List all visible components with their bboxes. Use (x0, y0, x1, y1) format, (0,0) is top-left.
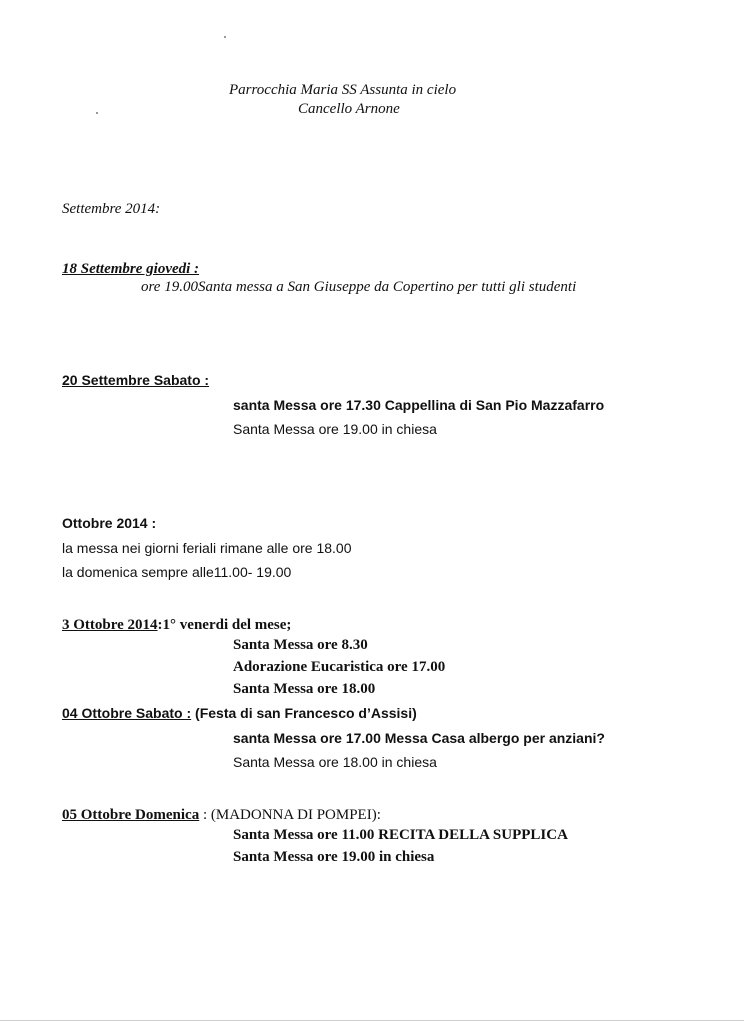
scan-bottom-edge (0, 1020, 744, 1021)
oct5-event-2: Santa Messa ore 19.00 in chiesa (233, 849, 435, 865)
scan-speck (224, 36, 226, 38)
date-heading-oct3-row (62, 617, 291, 634)
sept20-event-2: Santa Messa ore 19.00 in chiesa (233, 421, 437, 437)
oct3-heading-note: :1° venerdi del mese; (157, 617, 292, 633)
date-heading-oct3: 3 Ottobre 2014 (62, 617, 158, 633)
date-heading-oct4: 04 Ottobre Sabato : (62, 705, 192, 721)
oct5-heading-note: : (MADONNA DI POMPEI): (199, 807, 381, 823)
date-heading-sept20: 20 Settembre Sabato : (62, 372, 210, 388)
date-heading-oct4-row (62, 705, 417, 721)
sept18-event: ore 19.00Santa messa a San Giuseppe da Copertino per tutti gli studenti (141, 279, 577, 295)
date-heading-sept18: 18 Settembre giovedi : (62, 261, 200, 277)
oct3-event-2: Adorazione Eucaristica ore 17.00 (233, 659, 446, 675)
oct4-event-2: Santa Messa ore 18.00 in chiesa (233, 754, 437, 770)
oct4-event-1: santa Messa ore 17.00 Messa Casa albergo per anziani? (233, 730, 605, 746)
parish-name: Parrocchia Maria SS Assunta in cielo (229, 82, 457, 98)
oct3-event-1: Santa Messa ore 8.30 (233, 637, 368, 653)
month-heading-october: Ottobre 2014 : (62, 515, 157, 531)
sept20-event-1: santa Messa ore 17.30 Cappellina di San Pio Mazzafarro (233, 397, 605, 413)
october-note-2: la domenica sempre alle11.00- 19.00 (62, 564, 292, 580)
oct4-heading-note: (Festa di san Francesco d’Assisi) (191, 705, 417, 721)
town-name: Cancello Arnone (298, 101, 400, 117)
date-heading-oct5: 05 Ottobre Domenica (62, 807, 200, 823)
date-heading-oct5-row (62, 807, 381, 824)
scan-speck (96, 112, 98, 114)
oct3-event-3: Santa Messa ore 18.00 (233, 681, 376, 697)
month-heading-september: Settembre 2014: (62, 201, 161, 217)
oct5-event-1: Santa Messa ore 11.00 RECITA DELLA SUPPLICA (233, 827, 568, 843)
october-note-1: la messa nei giorni feriali rimane alle ore 18.00 (62, 540, 352, 556)
